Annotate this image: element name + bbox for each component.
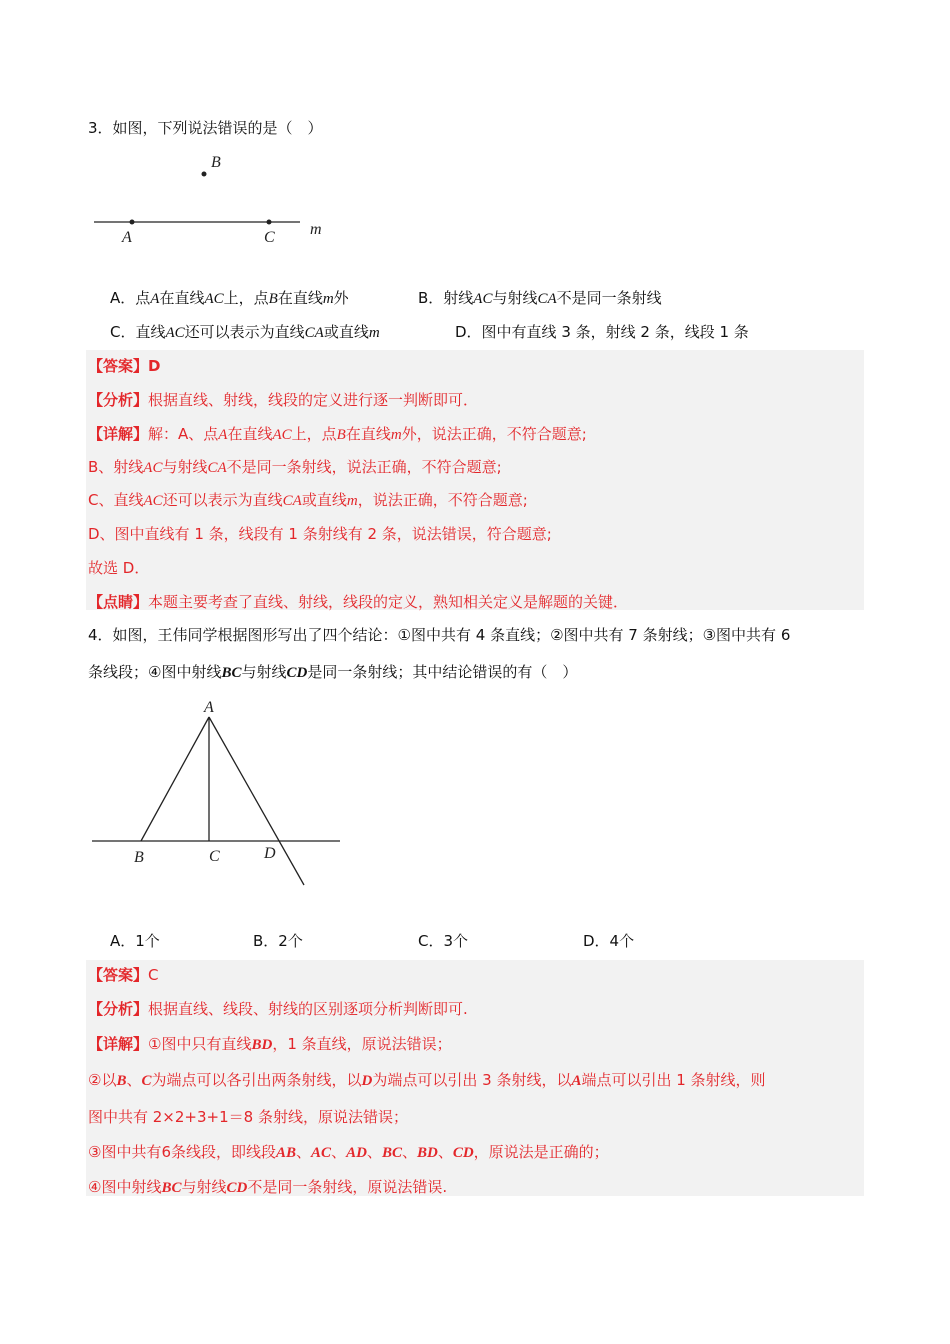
label-a: A [122, 229, 132, 246]
q4-detail-1: 【详解】①图中只有直线BD，1 条直线，原说法错误； [88, 1035, 452, 1053]
point-b [202, 172, 207, 177]
q4-analysis: 【分析】根据直线、线段、射线的区别逐项分析判断即可. [88, 1000, 468, 1018]
q3-option-c: C．直线AC还可以表示为直线CA或直线m [110, 323, 380, 341]
label-m: m [310, 221, 322, 238]
segment-ab [141, 717, 209, 841]
q4-stem-line2: 条线段；④图中射线BC与射线CD是同一条射线；其中结论错误的有（ ） [88, 663, 578, 681]
q3-detail-4: D、图中直线有 1 条，线段有 1 条射线有 2 条，说法错误，符合题意; [88, 525, 552, 543]
q4-detail-2: ②以B、C为端点可以各引出两条射线，以D为端点可以引出 3 条射线，以A端点可以引出 1 条射线，则 [88, 1071, 766, 1089]
q3-stem: 3．如图，下列说法错误的是（ ） [88, 119, 323, 137]
label-b: B [211, 154, 221, 171]
q3-detail-3: C、直线AC还可以表示为直线CA或直线m，说法正确，不符合题意; [88, 491, 528, 509]
label-a: A [204, 699, 214, 716]
q4-stem-line1: 4．如图，王伟同学根据图形写出了四个结论：①图中共有 4 条直线；②图中共有 7 条射线；③图中共有 6 [88, 626, 791, 644]
q4-figure [88, 695, 358, 895]
label-c: C [209, 848, 220, 865]
q4-option-b: B．2个 [253, 932, 303, 950]
q3-analysis: 【分析】根据直线、射线，线段的定义进行逐一判断即可． [88, 391, 479, 409]
label-d: D [264, 845, 276, 862]
ray-ad [209, 717, 304, 885]
q3-detail-1: 【详解】解：A、点A在直线AC上，点B在直线m外，说法正确，不符合题意; [88, 425, 587, 443]
q4-answer: 【答案】C [88, 966, 159, 984]
label-c: C [264, 229, 275, 246]
q3-option-b: B．射线AC与射线CA不是同一条射线 [418, 289, 662, 307]
q3-option-d: D．图中有直线 3 条，射线 2 条，线段 1 条 [455, 323, 749, 341]
q3-figure [88, 150, 388, 250]
point-a [130, 220, 135, 225]
q4-option-d: D．4个 [583, 932, 635, 950]
q3-option-a: A．点A在直线AC上，点B在直线m外 [110, 289, 349, 307]
q4-option-c: C．3个 [418, 932, 469, 950]
q3-answer: 【答案】D [88, 357, 161, 375]
point-c [267, 220, 272, 225]
label-b: B [134, 849, 144, 866]
q4-detail-5: ④图中射线BC与射线CD不是同一条射线，原说法错误. [88, 1178, 448, 1196]
q4-option-a: A．1个 [110, 932, 160, 950]
q4-detail-3: 图中共有 2×2+3+1＝8 条射线，原说法错误； [88, 1108, 408, 1126]
q3-comment: 【点睛】本题主要考查了直线、射线，线段的定义，熟知相关定义是解题的关键． [88, 593, 629, 611]
q3-choose: 故选 D． [88, 559, 150, 577]
q4-detail-4: ③图中共有6条线段，即线段AB、AC、AD、BC、BD、CD，原说法是正确的； [88, 1143, 609, 1161]
q3-detail-2: B、射线AC与射线CA不是同一条射线，说法正确，不符合题意; [88, 458, 502, 476]
